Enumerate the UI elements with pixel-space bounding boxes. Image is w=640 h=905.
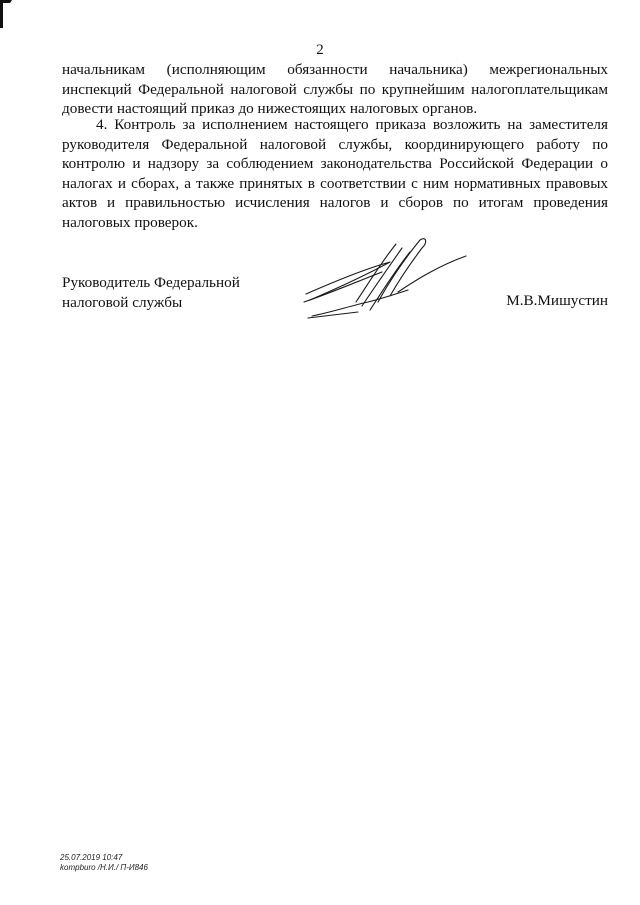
page-corner-mark — [0, 0, 14, 28]
signer-position-line-2: налоговой службы — [62, 293, 183, 311]
print-date-time: 25.07.2019 10:47 — [60, 853, 123, 862]
page-number: 2 — [316, 42, 324, 58]
handwritten-signature — [298, 232, 478, 324]
signer-name: М.В.Мишустин — [506, 292, 608, 309]
paragraph-item-4: 4. Контроль за исполнением настоящего приказа возложить на заместителя руководителя Федеральной налоговой службы, координирующего работу по контролю и надзору за соблюдением законодательства Российской Федерации о налогах и сборах, а также принятых в соответствии с ним нормативных правовых актов и правильностью исчисления налогов и сборов по итогам проведения налоговых проверок. — [62, 116, 608, 231]
signer-position — [62, 273, 240, 312]
document-reference: kompburo /Н.И./ П-И846 — [60, 863, 148, 872]
paragraph-continuation: начальникам (исполняющим обязанности начальника) межрегиональных инспекций Федеральной налоговой службы по крупнейшим налогоплательщикам довести настоящий приказ до нижестоящих налоговых органов. — [62, 61, 608, 118]
signer-position-line-1: Руководитель Федеральной — [62, 274, 240, 291]
print-stamp — [60, 853, 148, 873]
